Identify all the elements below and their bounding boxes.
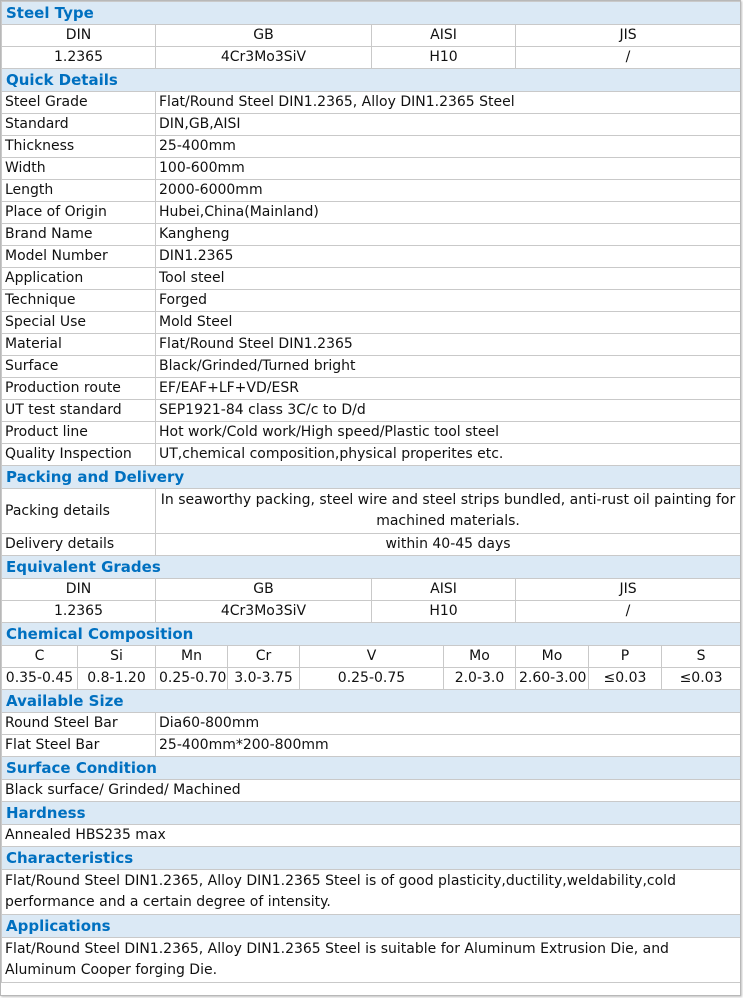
detail-label: Application	[2, 268, 156, 290]
table-row	[2, 938, 741, 983]
characteristics-text: Flat/Round Steel DIN1.2365, Alloy DIN1.2365 Steel is of good plasticity,ductility,weldability,cold performance and a certain degree of intensity.	[2, 870, 741, 915]
table-row	[2, 25, 741, 47]
chem-value-s: ≤0.03	[662, 668, 741, 690]
detail-value: UT,chemical composition,physical properites etc.	[156, 444, 741, 466]
detail-value: Forged	[156, 290, 741, 312]
chem-value-mo-2: 2.60-3.00	[516, 668, 589, 690]
chem-header-mo: Mo	[444, 646, 516, 668]
section-header	[2, 847, 741, 870]
table-row	[2, 825, 741, 847]
detail-label: Special Use	[2, 312, 156, 334]
chem-value-c-si	[2, 668, 156, 690]
detail-value: Hot work/Cold work/High speed/Plastic tool steel	[156, 422, 741, 444]
table-row	[2, 136, 741, 158]
table-row	[2, 735, 741, 757]
chem-header-mo-2: Mo	[516, 646, 589, 668]
chem-value-mn: 0.25-0.70	[156, 668, 228, 690]
table-row	[2, 92, 741, 114]
detail-label: UT test standard	[2, 400, 156, 422]
table-row	[2, 114, 741, 136]
detail-label: Length	[2, 180, 156, 202]
chem-header-s: S	[662, 646, 741, 668]
table-row	[2, 489, 741, 534]
table-row	[2, 180, 741, 202]
detail-value: DIN1.2365	[156, 246, 741, 268]
equivalent-value-din: 1.2365	[2, 601, 156, 623]
section-header	[2, 2, 741, 25]
chem-header-mn: Mn	[156, 646, 228, 668]
equivalent-header-gb: GB	[156, 579, 372, 601]
chem-value-si: 0.8-1.20	[87, 670, 146, 686]
equivalent-title: Equivalent Grades	[2, 556, 741, 579]
section-header	[2, 623, 741, 646]
detail-value: 25-400mm	[156, 136, 741, 158]
equivalent-header-jis: JIS	[516, 579, 741, 601]
table-row	[2, 534, 741, 556]
detail-label: Surface	[2, 356, 156, 378]
detail-value: Flat/Round Steel DIN1.2365	[156, 334, 741, 356]
surface-condition-text: Black surface/ Grinded/ Machined	[2, 780, 741, 802]
chem-header-p: P	[589, 646, 662, 668]
steel-type-header-gb: GB	[156, 25, 372, 47]
equivalent-header-aisi: AISI	[372, 579, 516, 601]
table-row	[2, 646, 741, 668]
equivalent-value-jis: /	[516, 601, 741, 623]
section-header	[2, 802, 741, 825]
detail-value: 2000-6000mm	[156, 180, 741, 202]
table-row	[2, 422, 741, 444]
chem-value-cr: 3.0-3.75	[228, 668, 300, 690]
table-row	[2, 356, 741, 378]
chem-value-mo: 2.0-3.0	[444, 668, 516, 690]
table-row	[2, 400, 741, 422]
delivery-value: within 40-45 days	[156, 534, 741, 556]
table-row	[2, 312, 741, 334]
table-row	[2, 246, 741, 268]
detail-value: Mold Steel	[156, 312, 741, 334]
surface-condition-title: Surface Condition	[2, 757, 741, 780]
chem-value-c: 0.35-0.45	[2, 668, 78, 689]
section-header	[2, 466, 741, 489]
steel-type-title: Steel Type	[2, 2, 741, 25]
detail-value: Black/Grinded/Turned bright	[156, 356, 741, 378]
applications-title: Applications	[2, 915, 741, 938]
steel-type-header-jis: JIS	[516, 25, 741, 47]
table-row	[2, 870, 741, 915]
detail-label: Width	[2, 158, 156, 180]
detail-label: Thickness	[2, 136, 156, 158]
detail-value: Flat/Round Steel DIN1.2365, Alloy DIN1.2365 Steel	[156, 92, 741, 114]
packing-value: In seaworthy packing, steel wire and steel strips bundled, anti-rust oil painting for machined materials.	[156, 489, 741, 534]
table-row	[2, 158, 741, 180]
section-header	[2, 69, 741, 92]
table-row	[2, 668, 741, 690]
table-row	[2, 378, 741, 400]
steel-type-value-gb: 4Cr3Mo3SiV	[156, 47, 372, 69]
quick-details-title: Quick Details	[2, 69, 741, 92]
table-row	[2, 444, 741, 466]
detail-label: Material	[2, 334, 156, 356]
table-row	[2, 780, 741, 802]
detail-value: Hubei,China(Mainland)	[156, 202, 741, 224]
detail-label: Technique	[2, 290, 156, 312]
size-value: 25-400mm*200-800mm	[156, 735, 741, 757]
chem-header-c: C	[2, 646, 78, 667]
steel-type-value-din: 1.2365	[2, 47, 156, 69]
hardness-text: Annealed HBS235 max	[2, 825, 741, 847]
delivery-label: Delivery details	[2, 534, 156, 556]
detail-label: Brand Name	[2, 224, 156, 246]
chem-header-si: Si	[110, 648, 123, 664]
detail-label: Production route	[2, 378, 156, 400]
table-row	[2, 601, 741, 623]
equivalent-value-aisi: H10	[372, 601, 516, 623]
equivalent-value-gb: 4Cr3Mo3SiV	[156, 601, 372, 623]
size-label: Flat Steel Bar	[2, 735, 156, 757]
size-value: Dia60-800mm	[156, 713, 741, 735]
steel-type-header-din: DIN	[2, 25, 156, 47]
equivalent-header-din: DIN	[2, 579, 156, 601]
detail-label: Standard	[2, 114, 156, 136]
table-row	[2, 334, 741, 356]
table-row	[2, 224, 741, 246]
table-row	[2, 47, 741, 69]
characteristics-title: Characteristics	[2, 847, 741, 870]
available-size-title: Available Size	[2, 690, 741, 713]
detail-value: SEP1921-84 class 3C/c to D/d	[156, 400, 741, 422]
detail-label: Place of Origin	[2, 202, 156, 224]
packing-label: Packing details	[2, 489, 156, 534]
chem-header-v: V	[300, 646, 444, 668]
size-label: Round Steel Bar	[2, 713, 156, 735]
detail-value: DIN,GB,AISI	[156, 114, 741, 136]
hardness-title: Hardness	[2, 802, 741, 825]
detail-label: Quality Inspection	[2, 444, 156, 466]
table-row	[2, 202, 741, 224]
detail-value: Kangheng	[156, 224, 741, 246]
applications-text: Flat/Round Steel DIN1.2365, Alloy DIN1.2365 Steel is suitable for Aluminum Extrusion Die, and Aluminum Cooper forging Die.	[2, 938, 741, 983]
chem-value-v: 0.25-0.75	[300, 668, 444, 690]
detail-label: Product line	[2, 422, 156, 444]
chemical-title: Chemical Composition	[2, 623, 741, 646]
steel-type-header-aisi: AISI	[372, 25, 516, 47]
section-header	[2, 690, 741, 713]
table-row	[2, 268, 741, 290]
detail-value: Tool steel	[156, 268, 741, 290]
chem-header-cr: Cr	[228, 646, 300, 668]
detail-label: Steel Grade	[2, 92, 156, 114]
table-row	[2, 713, 741, 735]
detail-label: Model Number	[2, 246, 156, 268]
section-header	[2, 757, 741, 780]
table-row	[2, 290, 741, 312]
section-header	[2, 556, 741, 579]
steel-type-value-jis: /	[516, 47, 741, 69]
section-header	[2, 915, 741, 938]
chem-header-c-si	[2, 646, 156, 668]
detail-value: 100-600mm	[156, 158, 741, 180]
spec-table	[1, 1, 741, 983]
detail-value: EF/EAF+LF+VD/ESR	[156, 378, 741, 400]
chem-value-p: ≤0.03	[589, 668, 662, 690]
packing-title: Packing and Delivery	[2, 466, 741, 489]
table-row	[2, 579, 741, 601]
steel-type-value-aisi: H10	[372, 47, 516, 69]
